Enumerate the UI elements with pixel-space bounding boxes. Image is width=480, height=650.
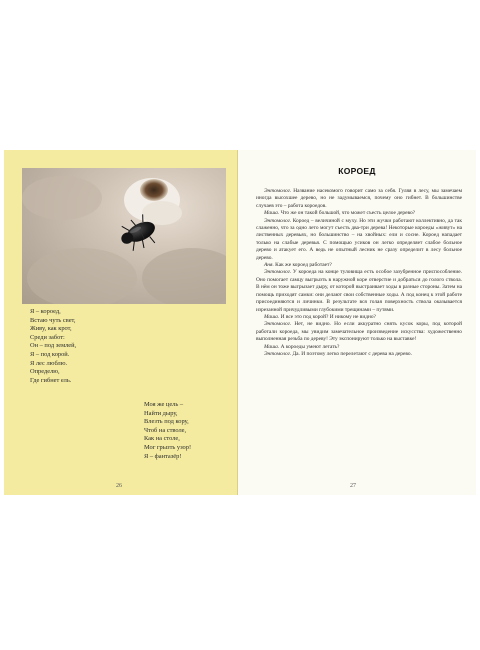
poem-line: Мог грызть узор!: [144, 443, 192, 451]
paragraph-text: И все это под корой? И никому не видно?: [279, 313, 376, 320]
poem-line: Чтоб на стволе,: [144, 426, 187, 434]
paragraph: [256, 321, 462, 343]
paragraph-text: Что же он такой большой, что может съесть целое дерево?: [279, 210, 416, 217]
poem-line: Встаю чуть свет,: [30, 316, 76, 324]
poem-line: Я – короед,: [30, 308, 61, 315]
right-page: [238, 150, 476, 495]
poem-line: Среди забот:: [30, 333, 65, 341]
speaker: Энтомолог.: [264, 321, 292, 328]
poem-line: Влезть под кору,: [144, 418, 189, 426]
left-page: [4, 150, 238, 495]
paragraph-text: У короеда на конце туловища есть особое зазубренное приспособление. Оно помогает самцу выгрызть в наружной коре отверстие и добраться до голого ствола. В нём он тоже выгрызает дыру, от которой выстраивает ходы в разные стороны. Затем на помощь приходят самки: они делают свои собственные ходы. А под конец к этой работе присоединяются и личинки. В результате вся голая поверхность ствола оказывается изрезанной причудливыми глубокими трещинами – путями.: [256, 269, 462, 313]
speaker: Энтомолог.: [264, 269, 292, 276]
poem-line: Я – фантазёр!: [144, 452, 182, 460]
paragraph-text: Название насекомого говорит само за себя. Гуляя в лесу, мы замечаем иногда высохшее дерево, но не задумываемся, почему оно гибнет. В большинстве случаев это – работа короедов.: [256, 188, 462, 209]
book-spread: [4, 150, 476, 495]
paragraph-text: Короед – величиной с муху. Но эти жучки работают коллективно, да так слаженно, что за одно лето могут съесть два-три дерева! Некоторые короеды «живут» на лиственных деревьях, но большинство – на хвойных: ели и сосне. Короед нападает только на слабые деревья. С помощью усиков он легко определяет слабое больное дерево и атакует его. А ведь не опытный лесник не сразу определит в лесу больное дерево.: [256, 217, 462, 261]
speaker: Энтомолог.: [264, 350, 292, 357]
bark-beetle-photo: [22, 168, 226, 304]
speaker: Маша.: [264, 343, 280, 350]
poem-line: Найти дыру,: [144, 409, 178, 417]
paragraph: [256, 210, 462, 217]
page-number-left: 26: [116, 483, 122, 489]
speaker: Аня.: [264, 262, 274, 269]
speaker: Маша.: [264, 313, 280, 320]
poem-line: Определю,: [30, 368, 60, 376]
poem-stanza-2: [144, 401, 191, 461]
speaker: Энтомолог.: [264, 188, 292, 194]
paragraph-text: Как же короед работает?: [273, 262, 332, 269]
dialogue-text: [256, 188, 462, 358]
paragraph-text: Да. И поэтому легко перелетают с дерева на дерево.: [291, 350, 412, 357]
paragraph-text: Нет, не видно. Но если аккуратно снять кусок коры, под которой работали короеда, мы увидим замечательное произведение искусства: художественно выполненная резьба по дереву! Эту экспонируют только на выставке!: [256, 321, 462, 343]
speaker: Маша.: [264, 210, 280, 217]
poem-line: Где гибнет ель.: [30, 376, 72, 384]
poem-line: Я лес люблю.: [30, 359, 68, 367]
poem-stanza-1: [30, 308, 76, 385]
paragraph: [256, 188, 462, 210]
page-title: КОРОЕД: [338, 166, 376, 176]
poem-line: Как на столе,: [144, 435, 180, 443]
paragraph-text: А короеды умеют летать?: [279, 343, 340, 350]
poem-line: Моя же цель –: [144, 401, 184, 408]
paragraph: [256, 218, 462, 262]
poem-line: Живу, как крот,: [30, 325, 72, 333]
page-number-right: 27: [350, 483, 356, 489]
speaker: Энтомолог.: [264, 217, 292, 224]
paragraph: [256, 269, 462, 313]
paragraph: [256, 344, 462, 351]
paragraph: [256, 351, 462, 358]
poem-line: Он – под землей,: [30, 342, 77, 350]
poem-line: Я – под корой.: [30, 350, 70, 358]
